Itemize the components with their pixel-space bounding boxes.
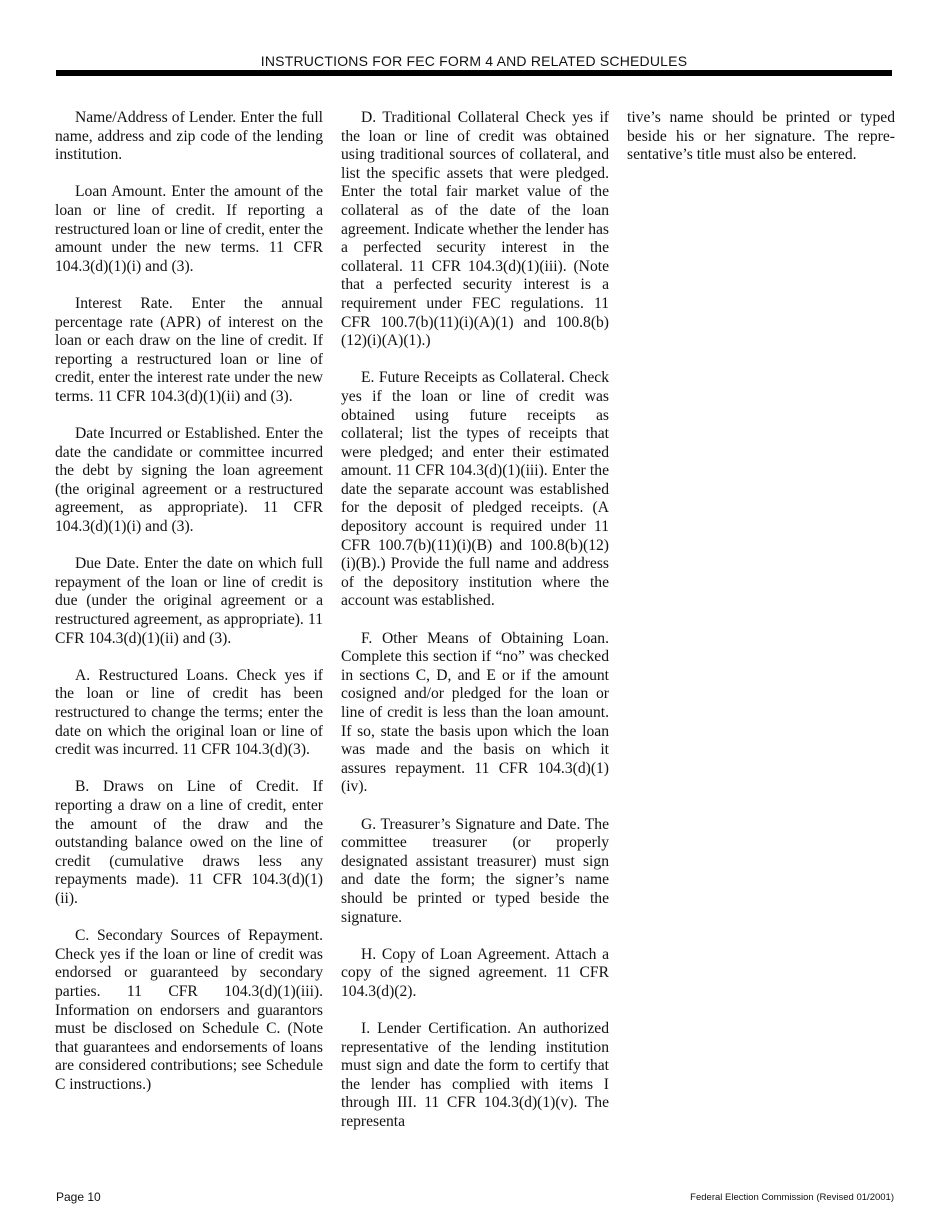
paragraph-interest-rate: Interest Rate. Enter the annual percentage rate (APR) of interest on the loan or each draw on the line of credit. If reporting a restructured loan or line of credit, enter the interest rate under the new terms. 11 CFR 104.3(d)(1)(ii) and (3). bbox=[55, 294, 323, 405]
paragraph-treasurer-signature: G. Treasurer’s Signature and Date. The committee treasurer (or properly designated assistant treasurer) must sign and date the form; the signer’s name should be printed or typed beside the signature. bbox=[341, 815, 609, 926]
paragraph-certification-continued: tive’s name should be printed or typed beside his or her signature. The representative’s title must also be entered. bbox=[627, 109, 895, 164]
paragraph-lender-name-address: Name/Address of Lender. Enter the full name, address and zip code of the lending institution. bbox=[55, 109, 323, 164]
paragraph-future-receipts: E. Future Receipts as Collateral. Check yes if the loan or line of credit was obtained using future receipts as collateral; list the types of receipts that were pledged; and enter their estimated amount. 11 CFR 104.3(d)(1)(iii). Enter the date the separate account was established for the deposit of pledged receipts. (A depository account is required under 11 CFR 100.7(b)(11)(i)(B) and 100.8(b)(12)(i)(B).) Provide the full name and address of the depository institution where the account was established. bbox=[341, 369, 609, 610]
paragraph-traditional-collateral: D. Traditional Collateral Check yes if the loan or line of credit was obtained using traditional sources of collateral, and list the specific assets that were pledged. Enter the total fair market value of the collateral as of the date of the loan agreement. Indicate whether the lender has a perfected security interest in the collateral. 11 CFR 104.3(d)(1)(iii). (Note that a perfected security interest is a requirement under FEC regulations. 11 CFR 100.7(b)(11)(i)(A)(1) and 100.8(b)(12)(i)(A)(1).) bbox=[341, 109, 609, 350]
paragraph-lender-certification: I. Lender Certification. An authorized representative of the lending institution must sign and date the form to certify that the lender has complied with items I through III. 11 CFR 104.3(d)(1)(v). The representa bbox=[341, 1020, 609, 1131]
paragraph-loan-agreement-copy: H. Copy of Loan Agreement. Attach a copy of the signed agreement. 11 CFR 104.3(d)(2). bbox=[341, 945, 609, 1000]
header-rule bbox=[56, 70, 892, 76]
column-1 bbox=[55, 109, 323, 1113]
page-header-title: INSTRUCTIONS FOR FEC FORM 4 AND RELATED SCHEDULES bbox=[260, 53, 688, 69]
paragraph-loan-amount: Loan Amount. Enter the amount of the loan or line of credit. If reporting a restructured loan or line of credit, enter the amount under the new terms. 11 CFR 104.3(d)(1)(i) and (3). bbox=[55, 183, 323, 275]
column-3 bbox=[627, 109, 895, 183]
paragraph-draws-line-of-credit: B. Draws on Line of Credit. If reporting a draw on a line of credit, enter the amount of the draw and the outstanding balance owed on the line of credit (cumulative draws less any repayments made). 11 CFR 104.3(d)(1)(ii). bbox=[55, 778, 323, 907]
paragraph-other-means: F. Other Means of Obtaining Loan. Complete this section if “no” was checked in sections C, D, and E or if the amount cosigned and/or pledged for the loan or line of credit is less than the loan amount. If so, state the basis upon which the loan was made and the basis on which it assures repayment. 11 CFR 104.3(d)(1)(iv). bbox=[341, 629, 609, 796]
column-2 bbox=[341, 109, 609, 1150]
paragraph-secondary-sources: C. Secondary Sources of Repayment. Check yes if the loan or line of credit was endorsed or guaranteed by secondary parties. 11 CFR 104.3(d)(1)(iii). Information on endorsers and guarantors must be disclosed on Schedule C. (Note that guarantees and endorsements of loans are considered contributions; see Schedule C instructions.) bbox=[55, 927, 323, 1093]
paragraph-due-date: Due Date. Enter the date on which full repayment of the loan or line of credit is due (under the original agreement or a restructured agreement, as appropriate). 11 CFR 104.3(d)(1)(ii) and (3). bbox=[55, 555, 323, 647]
paragraph-date-incurred: Date Incurred or Established. Enter the date the candidate or committee incurred the debt by signing the loan agreement (the original agreement or a restructured agreement, as appropriate). 11 CFR 104.3(d)(1)(i) and (3). bbox=[55, 425, 323, 536]
page-number: Page 10 bbox=[56, 1190, 101, 1204]
publisher-credit: Federal Election Commission (Revised 01/2001) bbox=[690, 1192, 894, 1203]
paragraph-restructured-loans: A. Restructured Loans. Check yes if the loan or line of credit has been restructured to change the terms; enter the date on which the original loan or line of credit was incurred. 11 CFR 104.3(d)(3). bbox=[55, 666, 323, 759]
